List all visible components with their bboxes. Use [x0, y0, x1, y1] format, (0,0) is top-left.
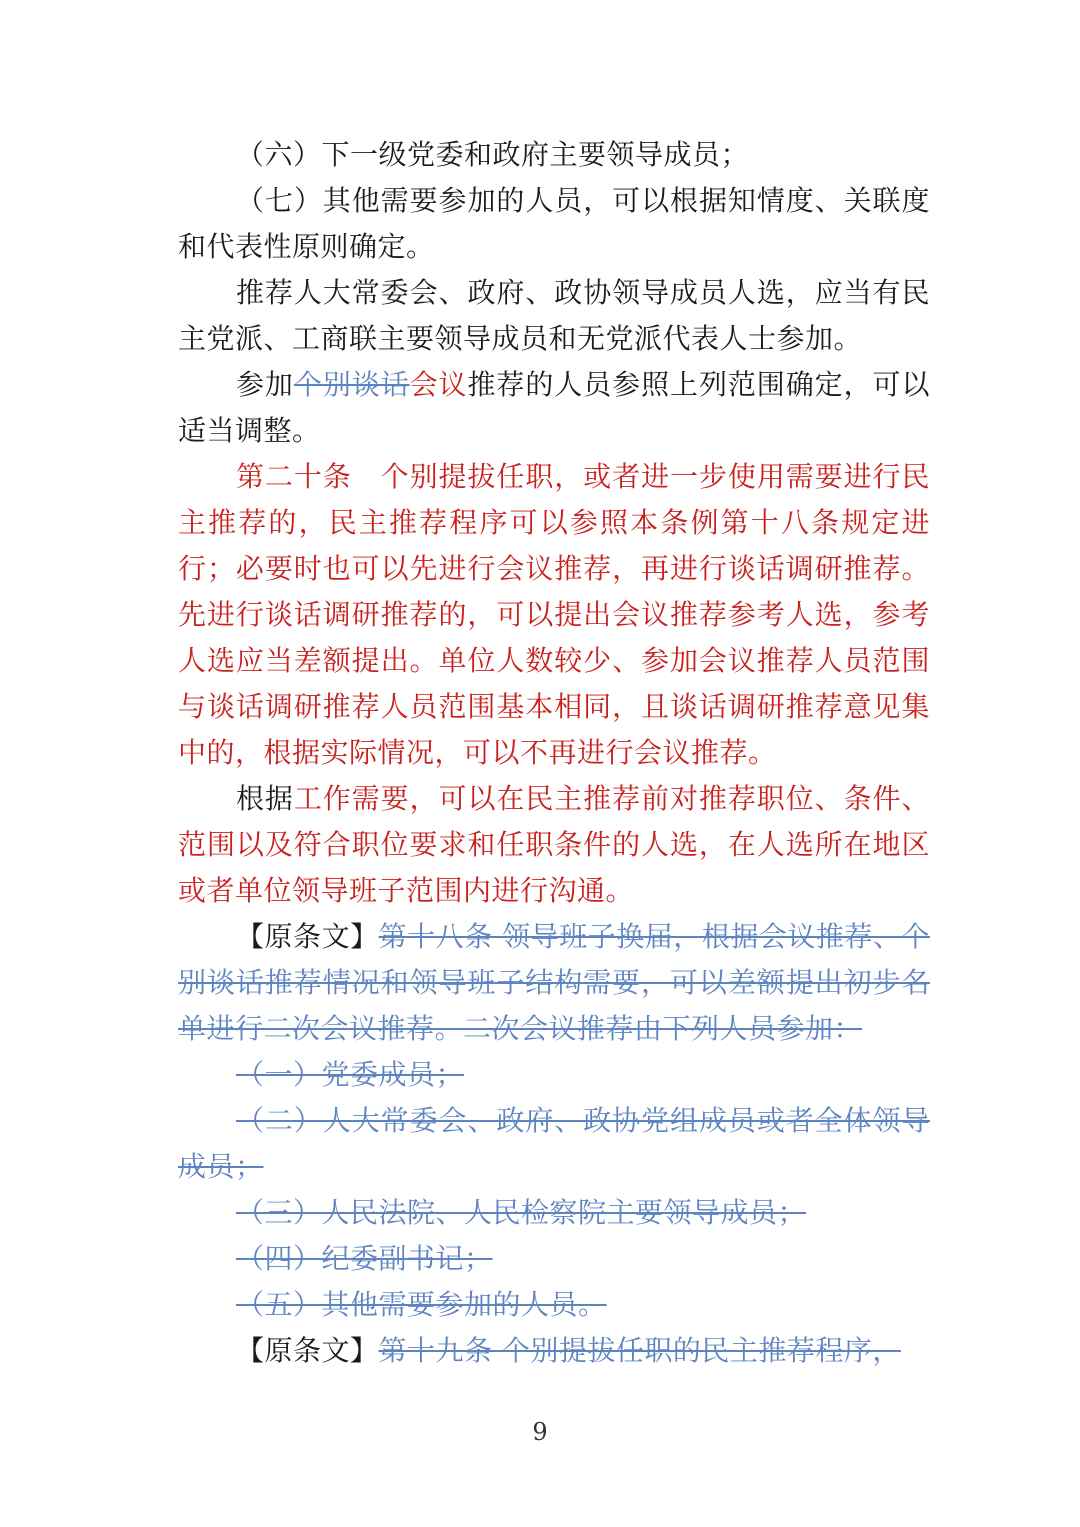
paragraph-participants-scope	[178, 362, 930, 454]
deleted-item-five: （五）其他需要参加的人员。	[236, 1288, 607, 1321]
deleted-item-one: （一）党委成员；	[236, 1058, 465, 1091]
inserted-text: 会议	[409, 368, 468, 401]
original-text-label: 【原条文】	[236, 920, 379, 953]
paragraph-item-six: （六）下一级党委和政府主要领导成员；	[236, 138, 750, 171]
paragraph-item-seven: （七）其他需要参加的人员，可以根据知情度、关联度和代表性原则确定。	[178, 184, 930, 263]
page-number: 9	[532, 1418, 548, 1446]
deleted-item-two: （二）人大常委会、政府、政协党组成员或者全体领导成员；	[178, 1104, 930, 1183]
paragraph-text: 参加	[236, 368, 294, 401]
deleted-item-four: （四）纪委副书记；	[236, 1242, 493, 1275]
deleted-text: 第十八条 领导班子换届，根据会议推荐、个别谈话推荐情况和领导班子结构需要，可以差额提出初步名单进行二次会议推荐。二次会议推荐由下列人员参加：	[178, 920, 930, 1045]
inserted-text: 工作需要，可以在民主推荐前对推荐职位、条件、范围以及符合职位要求和任职条件的人选，在人选所在地区或者单位领导班子范围内进行沟通。	[178, 782, 930, 907]
deleted-item-three: （三）人民法院、人民检察院主要领导成员；	[236, 1196, 807, 1229]
paragraph-work-needs	[178, 776, 930, 914]
document-body	[178, 132, 930, 1374]
original-article-eighteen	[178, 914, 930, 1052]
paragraph-recommend-nominees: 推荐人大常委会、政府、政协领导成员人选，应当有民主党派、工商联主要领导成员和无党派代表人士参加。	[178, 276, 930, 355]
deleted-text: 第十九条 个别提拔任职的民主推荐程序，	[378, 1334, 901, 1367]
deleted-text: 个别谈话	[293, 368, 410, 401]
original-text-label: 【原条文】	[236, 1334, 379, 1367]
article-twenty-inserted: 第二十条 个别提拔任职，或者进一步使用需要进行民主推荐的，民主推荐程序可以参照本条例第十八条规定进行；必要时也可以先进行会议推荐，再进行谈话调研推荐。先进行谈话调研推荐的，可以提出会议推荐参考人选，参考人选应当差额提出。单位人数较少、参加会议推荐人员范围与谈话调研推荐人员范围基本相同，且谈话调研推荐意见集中的，根据实际情况，可以不再进行会议推荐。	[178, 460, 930, 769]
paragraph-text: 推荐的人员参照上列范围确定，可以适当调整。	[178, 368, 930, 447]
paragraph-text: 根据	[236, 782, 294, 815]
original-article-nineteen	[178, 1328, 930, 1374]
